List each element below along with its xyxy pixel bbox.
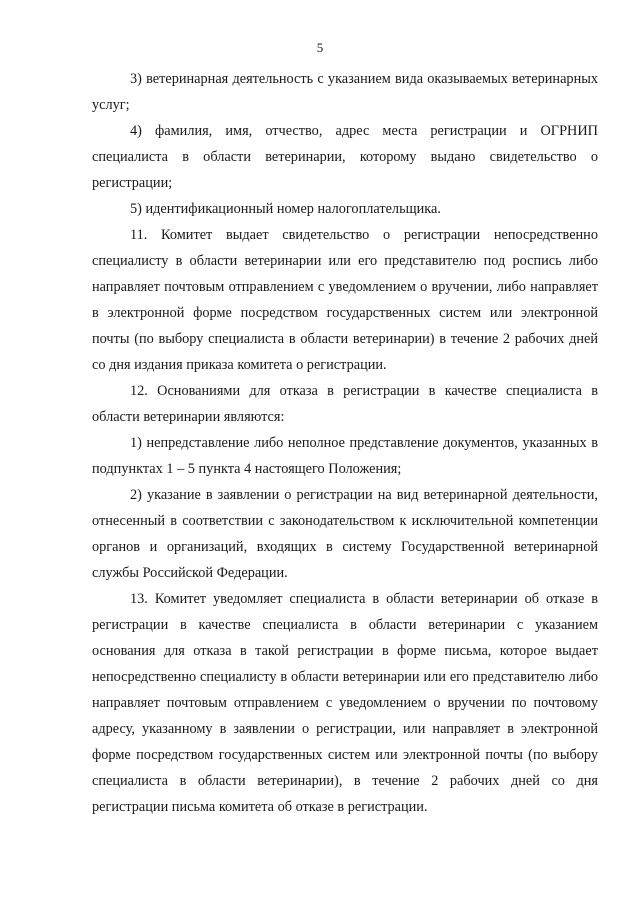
paragraph-12: 12. Основаниями для отказа в регистрации в качестве специалиста в области ветеринарии являются:	[92, 383, 598, 425]
paragraph-item-5: 5) идентификационный номер налогоплательщика.	[130, 201, 441, 217]
paragraph-12-item-1: 1) непредставление либо неполное представление документов, указанных в подпунктах 1 – 5 пункта 4 настоящего Положения;	[92, 435, 598, 477]
paragraph-13: 13. Комитет уведомляет специалиста в области ветеринарии об отказе в регистрации в качестве специалиста в области ветеринарии с указанием основания для отказа в такой регистрации в форме письма, которое выдает непосредственно специалисту в области ветеринарии или его представителю либо направляет почтовым отправлением с уведомлением о вручении по почтовому адресу, указанному в заявлении о регистрации, или направляет в электронной форме посредством государственных систем или электронной почты (по выбору специалиста в области ветеринарии), в течение 2 рабочих дней со дня регистрации письма комитета об отказе в регистрации.	[92, 591, 598, 815]
paragraph-12-item-2: 2) указание в заявлении о регистрации на вид ветеринарной деятельности, отнесенный в соответствии с законодательством к исключительной компетенции органов и организаций, входящих в систему Государственной ветеринарной службы Российской Федерации.	[92, 487, 598, 581]
paragraph-11: 11. Комитет выдает свидетельство о регистрации непосредственно специалисту в области ветеринарии или его представителю под роспись либо направляет почтовым отправлением с уведомлением о вручении, либо направляет в электронной форме посредством государственных систем или электронной почты (по выбору специалиста в области ветеринарии) в течение 2 рабочих дней со дня издания приказа комитета о регистрации.	[92, 227, 598, 373]
paragraph-item-3: 3) ветеринарная деятельность с указанием вида оказываемых ветеринарных услуг;	[92, 71, 598, 113]
paragraph-item-4: 4) фамилия, имя, отчество, адрес места регистрации и ОГРНИП специалиста в области ветеринарии, которому выдано свидетельство о регистрации;	[92, 123, 598, 191]
page-number: 5	[316, 40, 324, 55]
document-body	[92, 66, 598, 820]
